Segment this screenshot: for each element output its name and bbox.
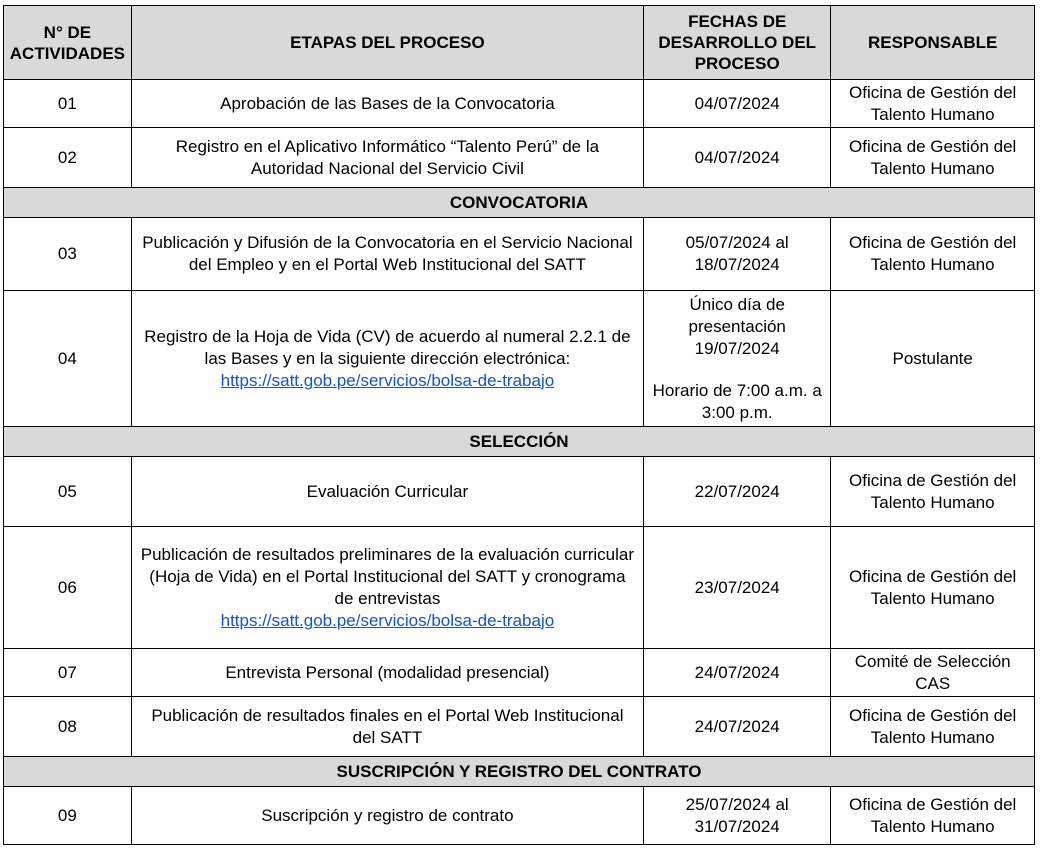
row-date: 04/07/2024 (644, 80, 831, 128)
row-resp: Postulante (831, 291, 1035, 427)
row-date: 23/07/2024 (644, 527, 831, 649)
row-date-text: Único día de presentación 19/07/2024 (688, 294, 786, 358)
row-stage: Entrevista Personal (modalidad presencial) (131, 649, 643, 697)
row-num: 02 (4, 128, 132, 188)
row-stage-text: Registro de la Hoja de Vida (CV) de acuerdo al numeral 2.2.1 de las Bases y en la siguiente dirección electrónica: (144, 326, 631, 368)
row-resp: Oficina de Gestión del Talento Humano (831, 457, 1035, 527)
bolsa-trabajo-link[interactable]: https://satt.gob.pe/servicios/bolsa-de-trabajo (220, 610, 555, 630)
row-num: 08 (4, 697, 132, 757)
section-row (4, 188, 1035, 218)
row-stage: Publicación de resultados finales en el Portal Web Institucional del SATT (131, 697, 643, 757)
row-resp: Oficina de Gestión del Talento Humano (831, 128, 1035, 188)
row-resp: Oficina de Gestión del Talento Humano (831, 80, 1035, 128)
table-row (4, 218, 1035, 291)
row-date: 24/07/2024 (644, 649, 831, 697)
row-resp: Oficina de Gestión del Talento Humano (831, 787, 1035, 845)
row-date: 04/07/2024 (644, 128, 831, 188)
row-stage: Suscripción y registro de contrato (131, 787, 643, 845)
section-seleccion: SELECCIÓN (4, 427, 1035, 457)
row-date: 25/07/2024 al 31/07/2024 (644, 787, 831, 845)
header-resp: RESPONSABLE (831, 6, 1035, 80)
table-row (4, 291, 1035, 427)
row-stage (131, 527, 643, 649)
row-resp: Oficina de Gestión del Talento Humano (831, 697, 1035, 757)
row-date: 22/07/2024 (644, 457, 831, 527)
row-date (644, 291, 831, 427)
row-date: 05/07/2024 al 18/07/2024 (644, 218, 831, 291)
row-num: 09 (4, 787, 132, 845)
table-row (4, 787, 1035, 845)
header-row (4, 6, 1035, 80)
row-stage: Publicación y Difusión de la Convocatoria en el Servicio Nacional del Empleo y en el Portal Web Institucional del SATT (131, 218, 643, 291)
row-resp: Comité de Selección CAS (831, 649, 1035, 697)
section-row (4, 757, 1035, 787)
section-contrato: SUSCRIPCIÓN Y REGISTRO DEL CONTRATO (4, 757, 1035, 787)
row-stage: Registro en el Aplicativo Informático “Talento Perú” de la Autoridad Nacional del Servicio Civil (131, 128, 643, 188)
row-stage (131, 291, 643, 427)
row-num: 01 (4, 80, 132, 128)
table-row (4, 80, 1035, 128)
row-stage-text: Publicación de resultados preliminares de la evaluación curricular (Hoja de Vida) en el Portal Institucional del SATT y cronograma de entrevistas (140, 544, 635, 608)
row-date: 24/07/2024 (644, 697, 831, 757)
row-resp: Oficina de Gestión del Talento Humano (831, 527, 1035, 649)
schedule-table (3, 5, 1035, 845)
row-num: 07 (4, 649, 132, 697)
row-date-schedule: Horario de 7:00 a.m. a 3:00 p.m. (652, 380, 822, 422)
table-row (4, 457, 1035, 527)
header-num: N° DE ACTIVIDADES (4, 6, 132, 80)
header-dates: FECHAS DE DESARROLLO DEL PROCESO (644, 6, 831, 80)
row-num: 05 (4, 457, 132, 527)
table-row (4, 649, 1035, 697)
section-row (4, 427, 1035, 457)
header-stage: ETAPAS DEL PROCESO (131, 6, 643, 80)
row-num: 03 (4, 218, 132, 291)
table-row (4, 697, 1035, 757)
section-convocatoria: CONVOCATORIA (4, 188, 1035, 218)
table-row (4, 527, 1035, 649)
bolsa-trabajo-link[interactable]: https://satt.gob.pe/servicios/bolsa-de-trabajo (220, 370, 555, 390)
table-row (4, 128, 1035, 188)
row-stage: Evaluación Curricular (131, 457, 643, 527)
row-num: 06 (4, 527, 132, 649)
row-stage: Aprobación de las Bases de la Convocatoria (131, 80, 643, 128)
row-resp: Oficina de Gestión del Talento Humano (831, 218, 1035, 291)
row-num: 04 (4, 291, 132, 427)
